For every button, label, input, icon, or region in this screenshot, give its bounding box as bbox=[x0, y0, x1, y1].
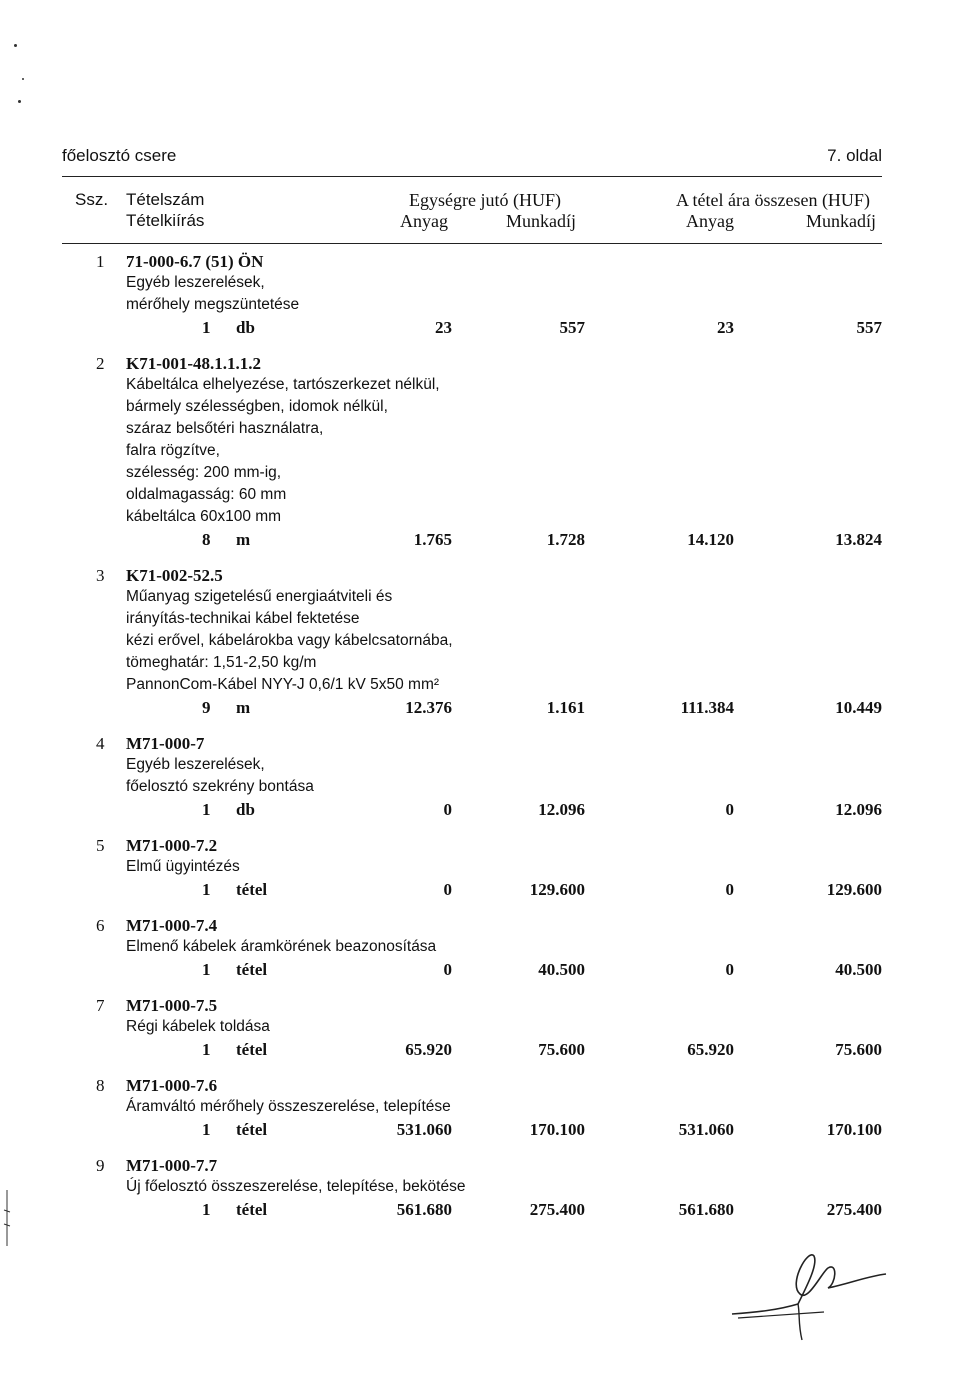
item-code-line bbox=[0, 996, 960, 1018]
column-header-unit-price: Egységre jutó (HUF) bbox=[409, 190, 561, 210]
item-code-line bbox=[0, 916, 960, 938]
item-description-line bbox=[0, 588, 960, 610]
margin-mark bbox=[2, 1190, 12, 1246]
item-code-line bbox=[0, 1076, 960, 1098]
item-description-line bbox=[0, 938, 960, 960]
item-unit: tétel bbox=[236, 1040, 268, 1059]
item-quantity: 1 bbox=[202, 1120, 211, 1139]
item-description-line bbox=[0, 778, 960, 800]
scan-speck bbox=[22, 78, 24, 80]
item-description: kézi erővel, kábelárokba vagy kábelcsatornába, bbox=[126, 632, 453, 649]
item-code: M71-000-7.2 bbox=[126, 836, 218, 855]
page-number: 7. oldal bbox=[827, 146, 882, 165]
item-code: M71-000-7.7 bbox=[126, 1156, 218, 1175]
item-code: M71-000-7.6 bbox=[126, 1076, 218, 1095]
list-item bbox=[0, 734, 960, 822]
item-description-line bbox=[0, 1098, 960, 1120]
item-description-line bbox=[0, 296, 960, 318]
unit-price-munkadij: 75.600 bbox=[538, 1040, 585, 1059]
item-description: Műanyag szigetelésű energiaátviteli és bbox=[126, 588, 393, 605]
unit-price-anyag: 65.920 bbox=[405, 1040, 452, 1059]
item-unit: db bbox=[236, 800, 255, 819]
list-item bbox=[0, 1156, 960, 1222]
item-description-line bbox=[0, 632, 960, 654]
item-description: Elmenő kábelek áramkörének beazonosítása bbox=[126, 938, 437, 955]
item-number: 2 bbox=[96, 354, 105, 373]
item-quantity: 1 bbox=[202, 318, 211, 337]
item-quantity-line bbox=[0, 698, 960, 720]
list-item bbox=[0, 252, 960, 340]
total-price-munkadij: 275.400 bbox=[826, 1200, 882, 1219]
item-description: tömeghatár: 1,51-2,50 kg/m bbox=[126, 654, 317, 671]
item-description-line bbox=[0, 756, 960, 778]
unit-price-anyag: 0 bbox=[443, 880, 452, 899]
unit-price-munkadij: 275.400 bbox=[529, 1200, 585, 1219]
unit-price-munkadij: 12.096 bbox=[538, 800, 585, 819]
item-description-line bbox=[0, 274, 960, 296]
item-description-line bbox=[0, 464, 960, 486]
document-title: főelosztó csere bbox=[62, 146, 177, 165]
item-number: 3 bbox=[96, 566, 105, 585]
unit-price-anyag: 23 bbox=[435, 318, 452, 337]
item-description-line bbox=[0, 486, 960, 508]
item-description: kábeltálca 60x100 mm bbox=[126, 508, 282, 525]
item-code: M71-000-7 bbox=[126, 734, 205, 753]
item-description: Egyéb leszerelések, bbox=[126, 756, 265, 773]
total-price-munkadij: 170.100 bbox=[826, 1120, 882, 1139]
item-description-line bbox=[0, 676, 960, 698]
unit-price-munkadij: 129.600 bbox=[529, 880, 585, 899]
header-rule bbox=[62, 176, 882, 177]
item-description: PannonCom-Kábel NYY-J 0,6/1 kV 5x50 mm² bbox=[126, 676, 440, 693]
total-price-munkadij: 129.600 bbox=[826, 880, 882, 899]
unit-price-anyag: 0 bbox=[443, 960, 452, 979]
item-code: 71-000-6.7 (51) ÖN bbox=[126, 252, 264, 271]
item-unit: tétel bbox=[236, 880, 268, 899]
item-description: Egyéb leszerelések, bbox=[126, 274, 265, 291]
item-number: 4 bbox=[96, 734, 105, 753]
item-unit: m bbox=[236, 530, 251, 549]
total-price-anyag: 111.384 bbox=[680, 698, 734, 717]
column-header-tetelszam: Tételszám bbox=[126, 190, 205, 209]
column-header-unit-anyag: Anyag bbox=[400, 211, 448, 231]
item-code-line bbox=[0, 836, 960, 858]
total-price-anyag: 23 bbox=[717, 318, 734, 337]
item-description-line bbox=[0, 398, 960, 420]
item-description: irányítás-technikai kábel fektetése bbox=[126, 610, 360, 627]
item-description: főelosztó szekrény bontása bbox=[126, 778, 314, 795]
list-item bbox=[0, 836, 960, 902]
item-code-line bbox=[0, 566, 960, 588]
item-description: bármely szélességben, idomok nélkül, bbox=[126, 398, 388, 415]
item-description-line bbox=[0, 1018, 960, 1040]
scan-speck bbox=[14, 44, 17, 47]
item-description: Új főelosztó összeszerelése, telepítése, bekötése bbox=[126, 1178, 466, 1195]
item-number: 5 bbox=[96, 836, 105, 855]
item-code-line bbox=[0, 252, 960, 274]
item-code-line bbox=[0, 354, 960, 376]
item-code: M71-000-7.5 bbox=[126, 996, 218, 1015]
total-price-anyag: 0 bbox=[725, 800, 734, 819]
total-price-anyag: 561.680 bbox=[678, 1200, 734, 1219]
item-quantity-line bbox=[0, 1040, 960, 1062]
total-price-anyag: 531.060 bbox=[678, 1120, 734, 1139]
list-item bbox=[0, 354, 960, 552]
item-number: 7 bbox=[96, 996, 105, 1015]
total-price-munkadij: 12.096 bbox=[835, 800, 882, 819]
item-quantity: 1 bbox=[202, 1200, 211, 1219]
item-description-line bbox=[0, 442, 960, 464]
item-description-line bbox=[0, 654, 960, 676]
total-price-anyag: 0 bbox=[725, 960, 734, 979]
item-number: 1 bbox=[96, 252, 105, 271]
column-header-total-munkadij: Munkadíj bbox=[806, 211, 876, 231]
unit-price-anyag: 12.376 bbox=[405, 698, 452, 717]
item-unit: m bbox=[236, 698, 251, 717]
item-quantity-line bbox=[0, 530, 960, 552]
item-description: Áramváltó mérőhely összeszerelése, telepítése bbox=[126, 1098, 451, 1115]
item-quantity-line bbox=[0, 1120, 960, 1142]
column-header-unit-munkadij: Munkadíj bbox=[506, 211, 576, 231]
item-code-line bbox=[0, 734, 960, 756]
unit-price-munkadij: 557 bbox=[559, 318, 585, 337]
document-header bbox=[62, 146, 882, 170]
item-code-line bbox=[0, 1156, 960, 1178]
item-code: K71-001-48.1.1.1.2 bbox=[126, 354, 262, 373]
unit-price-anyag: 0 bbox=[443, 800, 452, 819]
unit-price-anyag: 561.680 bbox=[396, 1200, 452, 1219]
item-description: szélesség: 200 mm-ig, bbox=[126, 464, 282, 481]
item-description-line bbox=[0, 376, 960, 398]
list-item bbox=[0, 996, 960, 1062]
item-number: 8 bbox=[96, 1076, 105, 1095]
item-code: K71-002-52.5 bbox=[126, 566, 223, 585]
item-quantity-line bbox=[0, 318, 960, 340]
item-quantity: 9 bbox=[202, 698, 211, 717]
item-description: mérőhely megszüntetése bbox=[126, 296, 300, 313]
item-quantity: 1 bbox=[202, 960, 211, 979]
item-description-line bbox=[0, 420, 960, 442]
item-unit: tétel bbox=[236, 1200, 268, 1219]
item-quantity-line bbox=[0, 960, 960, 982]
total-price-munkadij: 75.600 bbox=[835, 1040, 882, 1059]
total-price-munkadij: 13.824 bbox=[835, 530, 882, 549]
item-unit: db bbox=[236, 318, 255, 337]
item-number: 6 bbox=[96, 916, 105, 935]
scan-speck bbox=[18, 100, 21, 103]
item-unit: tétel bbox=[236, 1120, 268, 1139]
item-description: Régi kábelek toldása bbox=[126, 1018, 270, 1035]
item-description: Kábeltálca elhelyezése, tartószerkezet nélkül, bbox=[126, 376, 440, 393]
unit-price-munkadij: 170.100 bbox=[529, 1120, 585, 1139]
item-description-line bbox=[0, 508, 960, 530]
item-description-line bbox=[0, 858, 960, 880]
unit-price-munkadij: 1.728 bbox=[546, 530, 585, 549]
item-description: Elmű ügyintézés bbox=[126, 858, 240, 875]
item-description-line bbox=[0, 1178, 960, 1200]
item-quantity: 1 bbox=[202, 1040, 211, 1059]
total-price-munkadij: 40.500 bbox=[835, 960, 882, 979]
unit-price-anyag: 1.765 bbox=[413, 530, 452, 549]
list-item bbox=[0, 916, 960, 982]
item-list bbox=[0, 252, 960, 1236]
item-description: falra rögzítve, bbox=[126, 442, 220, 459]
list-item bbox=[0, 1076, 960, 1142]
unit-price-anyag: 531.060 bbox=[396, 1120, 452, 1139]
column-header-rule bbox=[62, 243, 882, 244]
item-quantity: 1 bbox=[202, 880, 211, 899]
total-price-munkadij: 557 bbox=[856, 318, 882, 337]
item-description-line bbox=[0, 610, 960, 632]
item-description: oldalmagasság: 60 mm bbox=[126, 486, 287, 503]
item-unit: tétel bbox=[236, 960, 268, 979]
column-header-total-price: A tétel ára összesen (HUF) bbox=[676, 190, 870, 210]
signature bbox=[728, 1244, 890, 1344]
item-description: száraz belsőtéri használatra, bbox=[126, 420, 324, 437]
list-item bbox=[0, 566, 960, 720]
item-quantity-line bbox=[0, 800, 960, 822]
unit-price-munkadij: 40.500 bbox=[538, 960, 585, 979]
total-price-anyag: 14.120 bbox=[687, 530, 734, 549]
column-header-ssz: Ssz. bbox=[75, 190, 109, 209]
column-header-total-anyag: Anyag bbox=[686, 211, 734, 231]
item-quantity: 8 bbox=[202, 530, 211, 549]
item-code: M71-000-7.4 bbox=[126, 916, 218, 935]
item-quantity: 1 bbox=[202, 800, 211, 819]
total-price-anyag: 65.920 bbox=[687, 1040, 734, 1059]
total-price-anyag: 0 bbox=[725, 880, 734, 899]
total-price-munkadij: 10.449 bbox=[835, 698, 882, 717]
item-quantity-line bbox=[0, 1200, 960, 1222]
item-number: 9 bbox=[96, 1156, 105, 1175]
unit-price-munkadij: 1.161 bbox=[546, 698, 585, 717]
item-quantity-line bbox=[0, 880, 960, 902]
column-header-tetelkiiras: Tételkiírás bbox=[126, 211, 205, 230]
